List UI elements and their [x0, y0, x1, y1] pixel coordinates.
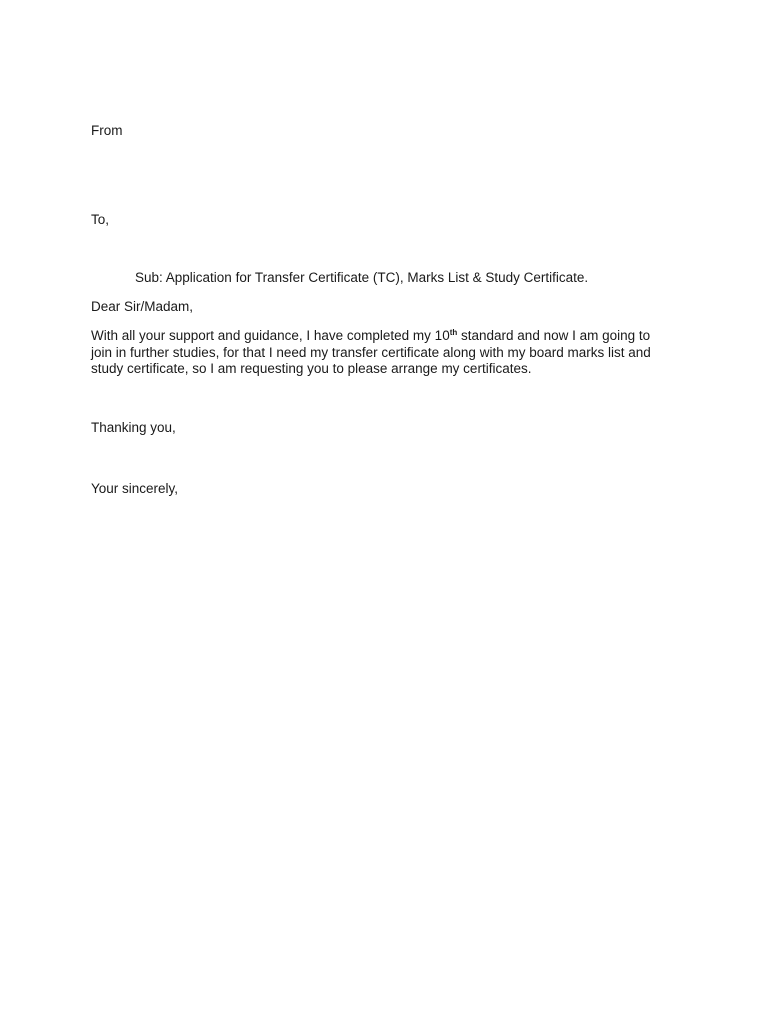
body-line-1-start: With all your support and guidance, I have completed my 10 — [91, 328, 450, 343]
body-line-1-end: standard and now I am going to — [457, 328, 651, 343]
closing-line: Your sincerely, — [91, 481, 179, 496]
body-line-2: join in further studies, for that I need my transfer certificate along with my board marks list and — [91, 344, 651, 360]
subject-line: Sub: Application for Transfer Certificate (TC), Marks List & Study Certificate. — [135, 270, 589, 285]
to-label: To, — [91, 212, 110, 227]
body-line-1 — [91, 328, 676, 345]
letter-body — [91, 328, 676, 378]
salutation: Dear Sir/Madam, — [91, 299, 194, 314]
ordinal-superscript: th — [449, 328, 458, 337]
thanks-line: Thanking you, — [91, 420, 176, 435]
from-label: From — [91, 123, 123, 138]
body-line-3: study certificate, so I am requesting you to please arrange my certificates. — [91, 361, 532, 376]
